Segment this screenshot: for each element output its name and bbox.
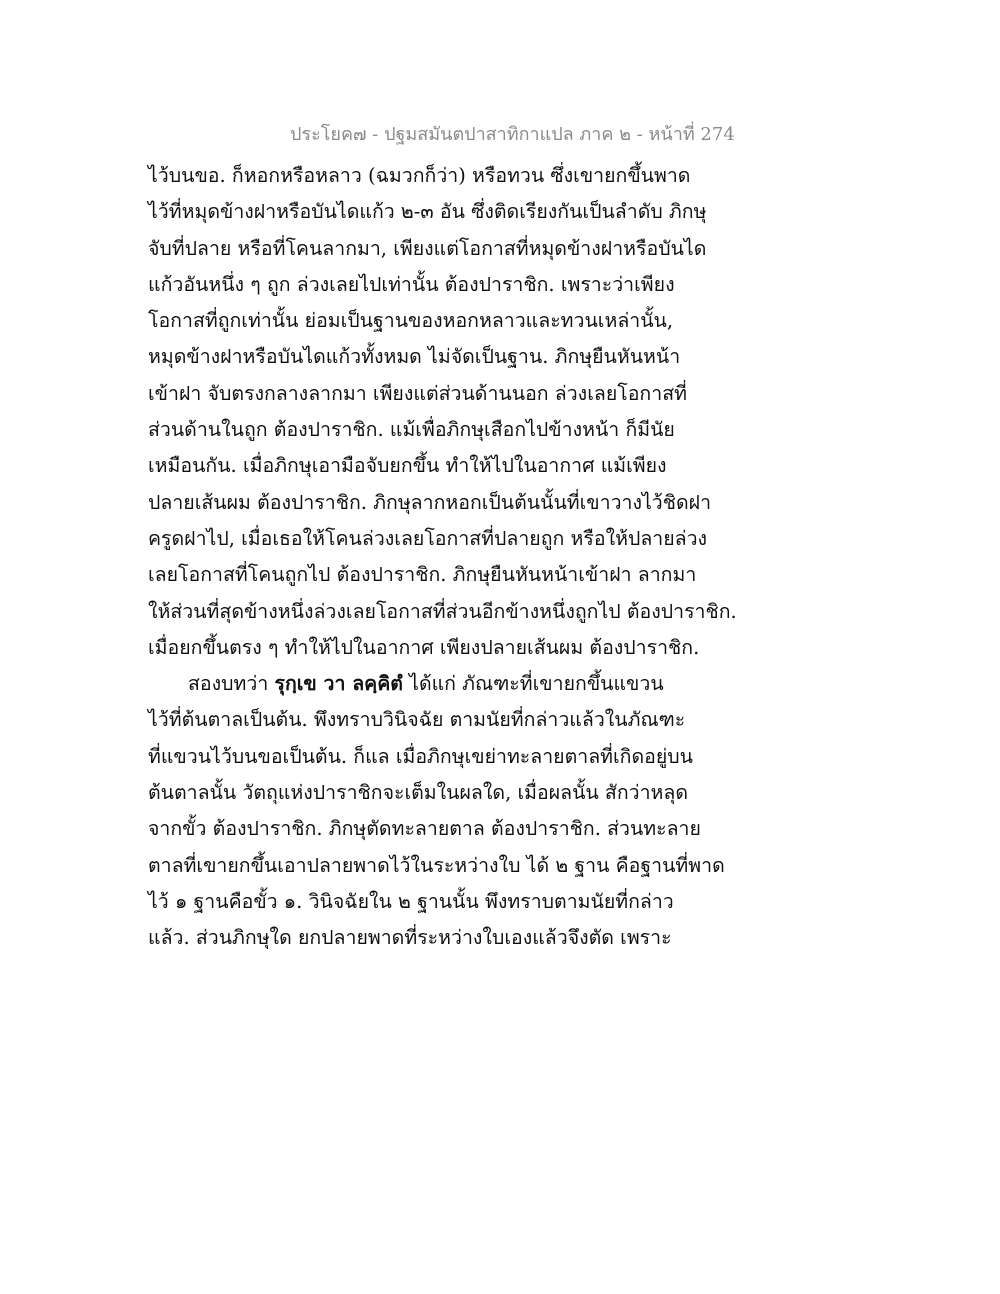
pali-term: รุกฺเข วา ลคฺคิตํ: [274, 672, 403, 696]
text-line: แก้วอันหนึ่ง ๆ ถูก ล่วงเลยไปเท่านั้น ต้องปาราชิก. เพราะว่าเพียง: [148, 272, 675, 296]
text-line: แล้ว. ส่วนภิกษุใด ยกปลายพาดที่ระหว่างใบเองแล้วจึงตัด เพราะ: [148, 926, 672, 950]
paragraph-start-line: [148, 666, 868, 702]
text-line: เข้าฝา จับตรงกลางลากมา เพียงแต่ส่วนด้านนอก ล่วงเลยโอกาสที่: [148, 381, 687, 405]
text-line: ครูดฝาไป, เมื่อเธอให้โคนล่วงเลยโอกาสที่ปลายถูก หรือให้ปลายล่วง: [148, 526, 708, 550]
text-line: ไว้ที่หมุดข้างฝาหรือบันไดแก้ว ๒-๓ อัน ซึ่งติดเรียงกันเป็นลำดับ ภิกษุ: [148, 200, 707, 224]
text-line: ปลายเส้นผม ต้องปาราชิก. ภิกษุลากหอกเป็นต้นนั้นที่เขาวางไว้ชิดฝา: [148, 490, 712, 514]
text-line: ต้นตาลนั้น วัตถุแห่งปาราชิกจะเต็มในผลใด, เมื่อผลนั้น สักว่าหลุด: [148, 781, 689, 805]
text-line: เหมือนกัน. เมื่อภิกษุเอามือจับยกขึ้น ทำให้ไปในอากาศ แม้เพียง: [148, 454, 667, 478]
paragraph-lead-rest: ได้แก่ ภัณฑะที่เขายกขึ้นแขวน: [402, 672, 664, 696]
text-line: จับที่ปลาย หรือที่โคนลากมา, เพียงแต่โอกาสที่หมุดข้างฝาหรือบันได: [148, 236, 707, 260]
text-line: เลยโอกาสที่โคนถูกไป ต้องปาราชิก. ภิกษุยืนหันหน้าเข้าฝา ลากมา: [148, 563, 697, 587]
text-line: ให้ส่วนที่สุดข้างหนึ่งล่วงเลยโอกาสที่ส่วนอีกข้างหนึ่งถูกไป ต้องปาราชิก.: [148, 599, 737, 623]
body-text: [148, 158, 868, 957]
text-line: ที่แขวนไว้บนขอเป็นต้น. ก็แล เมื่อภิกษุเขย่าทะลายตาลที่เกิดอยู่บน: [148, 744, 693, 768]
running-header: ประโยค๗ - ปฐมสมันตปาสาทิกาแปล ภาค ๒ - หน้าที่ 274: [290, 124, 735, 145]
text-line: เมื่อยกขึ้นตรง ๆ ทำให้ไปในอากาศ เพียงปลายเส้นผม ต้องปาราชิก.: [148, 635, 700, 659]
text-line: ตาลที่เขายกขึ้นเอาปลายพาดไว้ในระหว่างใบ ได้ ๒ ฐาน คือฐานที่พาด: [148, 853, 725, 877]
text-line: ส่วนด้านในถูก ต้องปาราชิก. แม้เพื่อภิกษุเสือกไปข้างหน้า ก็มีนัย: [148, 418, 675, 442]
text-line: ไว้ ๑ ฐานคือขั้ว ๑. วินิจฉัยใน ๒ ฐานนั้น พึงทราบตามนัยที่กล่าว: [148, 889, 674, 913]
text-line: ไว้บนขอ. ก็หอกหรือหลาว (ฉมวกก็ว่า) หรือทวน ซึ่งเขายกขึ้นพาด: [148, 164, 691, 187]
text-line: ไว้ที่ต้นตาลเป็นต้น. พึงทราบวินิจฉัย ตามนัยที่กล่าวแล้วในภัณฑะ: [148, 708, 686, 732]
text-line: จากขั้ว ต้องปาราชิก. ภิกษุตัดทะลายตาล ต้องปาราชิก. ส่วนทะลาย: [148, 817, 701, 841]
text-line: โอกาสที่ถูกเท่านั้น ย่อมเป็นฐานของหอกหลาวและทวนเหล่านั้น,: [148, 309, 674, 333]
text-line: หมุดข้างฝาหรือบันไดแก้วทั้งหมด ไม่จัดเป็นฐาน. ภิกษุยืนหันหน้า: [148, 345, 681, 369]
paragraph-lead: สองบทว่า: [188, 672, 275, 696]
